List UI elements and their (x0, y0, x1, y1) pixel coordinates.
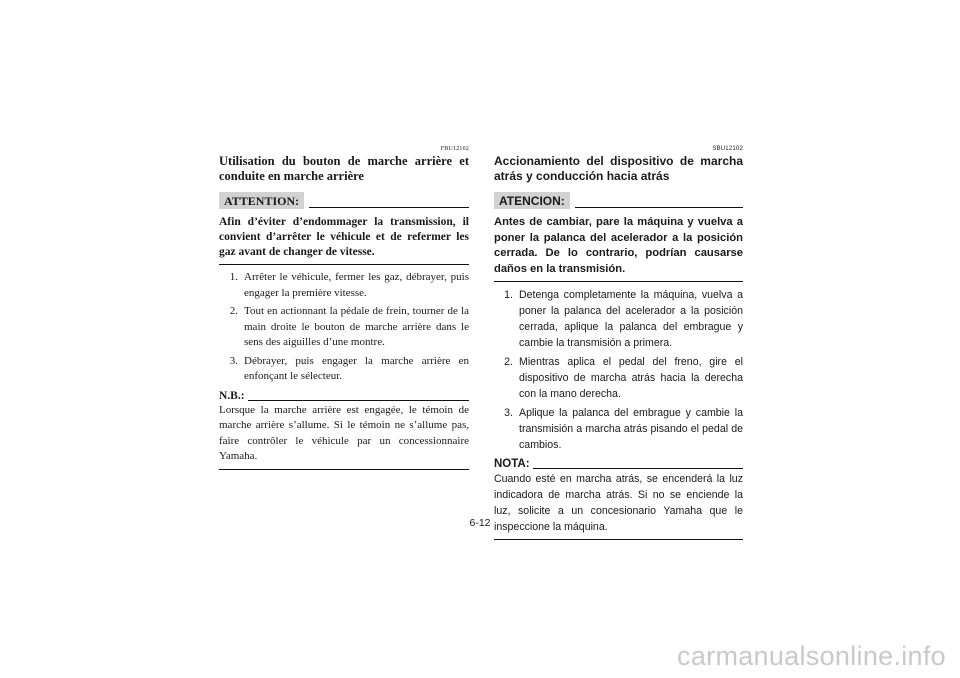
step-number: 3. (229, 354, 238, 367)
list-item (494, 287, 743, 351)
caution-text: Antes de cambiar, pare la máquina y vuelva a poner la palanca del acelerador a la posición cerrada. De lo contrario, podrían causarse daños en la transmisión. (494, 215, 743, 282)
note-label: NOTA: (494, 458, 530, 470)
french-column (219, 146, 469, 470)
step-text: Arrêter le véhicule, fermer les gaz, débrayer, puis engager la première vitesse. (244, 271, 469, 299)
steps-list (219, 270, 469, 385)
caution-label: ATENCION: (494, 192, 570, 209)
step-number: 3. (504, 407, 513, 419)
section-code: FBU12102 (440, 146, 469, 152)
caution-header (494, 192, 743, 209)
list-item (219, 354, 469, 385)
step-text: Tout en actionnant la pédale de frein, tourner de la main droite le bouton de marche arrière dans le sens des aiguilles d’une montre. (244, 305, 469, 348)
step-text: Detenga completamente la máquina, vuelva a poner la palanca del acelerador a la posición cerrada, aplique la palanca del embrague y cambie la transmisión a primera. (519, 289, 743, 349)
note-text: Cuando esté en marcha atrás, se encenderá la luz indicadora de marcha atrás. Si no se enciende la luz, solicite a un concesionario Yamaha que le inspeccione la máquina. (494, 471, 743, 540)
caution-rule (309, 207, 469, 208)
caution-rule (575, 207, 743, 208)
note-rule (533, 468, 743, 469)
caution-label: ATTENTION: (219, 192, 304, 209)
note-header (494, 457, 743, 471)
list-item (494, 405, 743, 453)
note-header (219, 389, 469, 403)
step-number: 1. (504, 289, 513, 301)
list-item (494, 354, 743, 402)
step-text: Aplique la palanca del embrague y cambie la transmisión a marcha atrás pisando el pedal de cambios. (519, 407, 743, 451)
page-number: 6-12 (469, 517, 491, 529)
list-item (219, 304, 469, 351)
section-title: Accionamiento del dispositivo de marcha atrás y conducción hacia atrás (494, 154, 743, 183)
caution-text: Afin d’éviter d’endommager la transmission, il convient d’arrêter le véhicule et de refermer les gaz avant de changer de vitesse. (219, 215, 469, 265)
note-rule (248, 400, 469, 401)
step-number: 2. (504, 356, 513, 368)
note-text: Lorsque la marche arrière est engagée, le témoin de marche arrière s’allume. Si le témoin ne s’allume pas, faire contrôler le véhicule par un concessionnaire Yamaha. (219, 403, 469, 470)
watermark: carmanualsonline.info (677, 641, 946, 671)
step-text: Mientras aplica el pedal del freno, gire el dispositivo de marcha atrás hacia la derecha con la mano derecha. (519, 356, 743, 400)
caution-header (219, 192, 469, 209)
step-text: Débrayer, puis engager la marche arrière en enfonçant le sélecteur. (244, 354, 469, 382)
spanish-column (494, 146, 743, 540)
section-title: Utilisation du bouton de marche arrière et conduite en marche arrière (219, 154, 469, 183)
note-label: N.B.: (219, 389, 245, 402)
section-code: SBU12102 (712, 146, 743, 152)
list-item (219, 270, 469, 301)
step-number: 2. (229, 305, 238, 317)
step-number: 1. (229, 271, 238, 283)
steps-list (494, 287, 743, 453)
